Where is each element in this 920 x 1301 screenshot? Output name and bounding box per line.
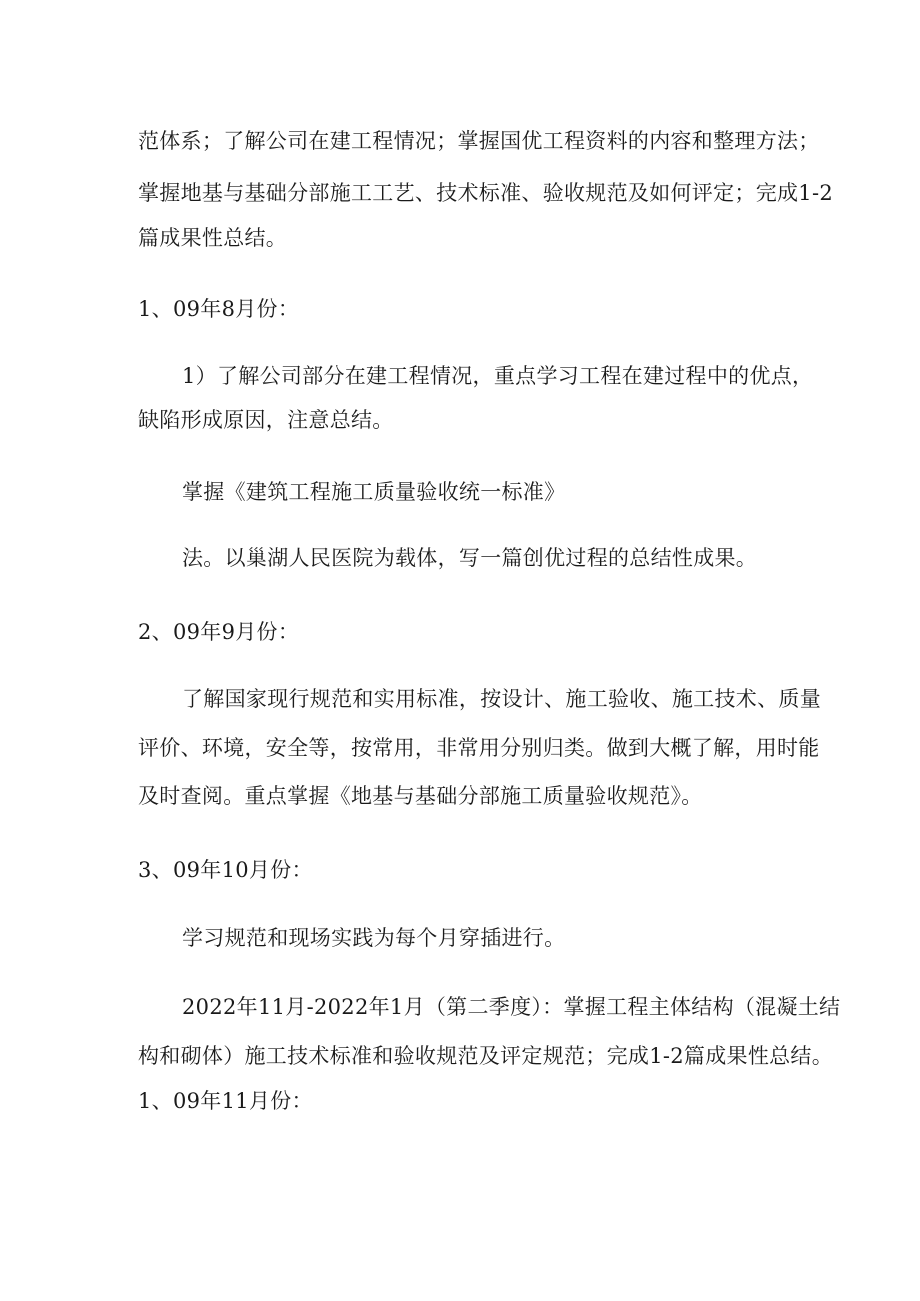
paragraph-line: 学习规范和现场实践为每个月穿插进行。 bbox=[182, 926, 566, 950]
paragraph-line: 了解国家现行规范和实用标准，按设计、施工验收、施工技术、质量 bbox=[182, 687, 821, 711]
paragraph-line: 法。以巢湖人民医院为载体，写一篇创优过程的总结性成果。 bbox=[182, 546, 758, 570]
section-heading: 3、09年10月份： bbox=[138, 858, 313, 882]
paragraph-line: 掌握地基与基础分部施工工艺、技术标准、验收规范及如何评定；完成1-2 bbox=[138, 181, 834, 205]
paragraph-line: 范体系；了解公司在建工程情况；掌握国优工程资料的内容和整理方法； bbox=[138, 129, 820, 153]
section-heading: 1、09年8月份： bbox=[138, 297, 300, 321]
paragraph-line: 掌握《建筑工程施工质量验收统一标准》 bbox=[182, 480, 566, 504]
paragraph-line: 构和砌体）施工技术标准和验收规范及评定规范；完成1-2篇成果性总结。 bbox=[138, 1044, 834, 1068]
paragraph-line: 缺陷形成原因，注意总结。 bbox=[138, 408, 394, 432]
section-heading: 1、09年11月份： bbox=[138, 1089, 313, 1113]
section-heading: 2、09年9月份： bbox=[138, 620, 300, 644]
paragraph-line: 及时查阅。重点掌握《地基与基础分部施工质量验收规范》。 bbox=[138, 784, 703, 808]
paragraph-line: 1）了解公司部分在建工程情况，重点学习工程在建过程中的优点， bbox=[182, 364, 814, 388]
paragraph-line: 2022年11月-2022年1月（第二季度）：掌握工程主体结构（混凝土结 bbox=[182, 995, 841, 1019]
paragraph-line: 篇成果性总结。 bbox=[138, 226, 288, 250]
paragraph-line: 评价、环境，安全等，按常用，非常用分别归类。做到大概了解，用时能 bbox=[138, 736, 820, 760]
